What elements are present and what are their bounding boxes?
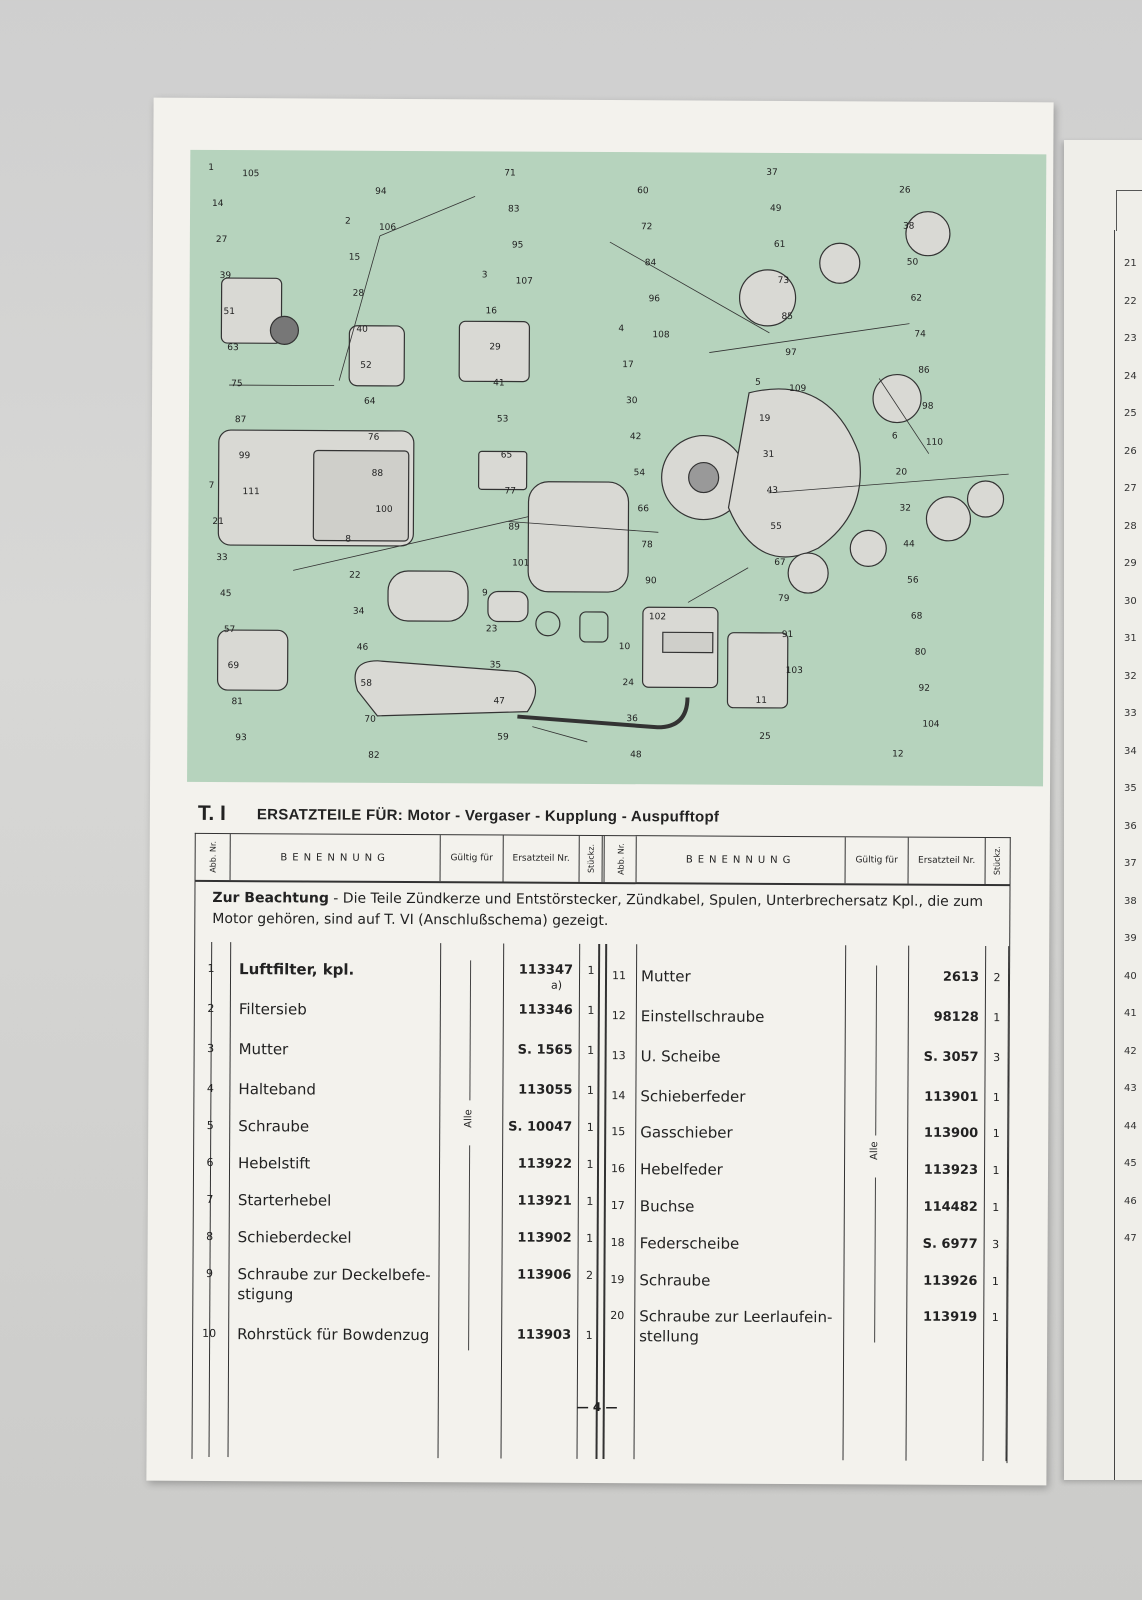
row-benennung: Halteband [238,1080,316,1099]
callout-57: 57 [223,625,236,636]
callout-30: 30 [626,396,638,407]
callout-40: 40 [356,324,368,335]
row-stueckzahl: 1 [586,1083,594,1097]
row-ersatzteil-nr: S. 1565 [517,1042,573,1058]
header-ersatzteil-left: Ersatzteil Nr. [504,835,580,881]
section-title: ERSATZTEILE FÜR: Motor - Vergaser - Kupplung - Auspufftopf [256,806,720,826]
callout-61: 61 [773,239,786,250]
callout-90: 90 [645,576,657,587]
callout-82: 82 [368,750,380,761]
row-ersatzteil-nr: S. 3057 [923,1049,979,1065]
row-benennung: Federscheibe [639,1234,740,1253]
exploded-parts-diagram [187,150,1046,786]
row-abb-nr: 5 [206,1118,214,1132]
row-stueckzahl: 1 [585,1328,593,1342]
callout-107: 107 [515,276,533,287]
callout-108: 108 [652,330,670,341]
next-page-abb-nr: 33 [1124,708,1137,719]
next-page-abb-nr: 44 [1124,1120,1137,1132]
callout-39: 39 [219,271,232,282]
next-page-edge [1064,140,1142,1480]
callout-41: 41 [493,378,505,389]
callout-44: 44 [903,539,915,550]
next-page-abb-nr: 30 [1124,595,1137,607]
callout-24: 24 [622,678,635,689]
callout-64: 64 [364,396,376,407]
crankshaft [388,571,468,621]
next-page-abb-nr: 35 [1124,783,1137,794]
row-abb-nr: 11 [612,969,627,983]
row-benennung: Gasschieber [640,1123,733,1142]
row-ersatzteil-nr: 113900 [923,1125,979,1141]
next-page-abb-nr: 41 [1124,1008,1137,1019]
col-line [228,942,232,1457]
callout-27: 27 [215,234,228,246]
callout-68: 68 [910,611,923,622]
callout-15: 15 [348,252,361,263]
callout-8: 8 [345,534,352,545]
callout-88: 88 [371,468,384,479]
row-ersatzteil-nr: 2613 [942,969,980,985]
next-page-abb-nr: 22 [1124,295,1137,307]
row-stueckzahl: 1 [992,1127,1000,1141]
row-stueckzahl: 1 [586,1194,594,1208]
callout-77: 77 [504,486,517,497]
row-benennung: Schraube zur Leerlaufein- stellung [639,1307,833,1346]
validity-arrow-bottom-left [468,1145,470,1350]
row-abb-nr: 7 [206,1192,214,1206]
callout-95: 95 [511,240,524,251]
row-stueckzahl: 1 [992,1201,1000,1215]
callout-32: 32 [899,503,911,514]
validity-arrow-top-left [469,960,471,1100]
next-page-abb-nr: 28 [1124,520,1137,532]
callout-60: 60 [637,186,649,197]
callout-83: 83 [508,204,520,215]
col-line [843,945,847,1460]
row-stueckzahl: 2 [993,971,1001,985]
header-stueck-right: Stückz. [992,846,1002,876]
row-benennung: Rohrstück für Bowdenzug [237,1325,430,1345]
attention-note [212,888,1002,934]
row-ersatzteil-nr: 113923 [923,1162,979,1178]
row-footnote: a) [550,978,563,992]
callout-78: 78 [641,540,653,551]
callout-86: 86 [918,365,930,376]
row-ersatzteil-nr: 113919 [922,1309,978,1325]
callout-9: 9 [482,588,488,599]
next-page-header [1116,190,1142,231]
row-benennung: Mutter [238,1040,289,1059]
row-abb-nr: 6 [206,1155,214,1169]
callout-59: 59 [497,732,509,743]
callout-25: 25 [759,731,771,742]
callout-7: 7 [208,480,215,491]
piston [488,591,528,621]
row-abb-nr: 14 [611,1089,626,1103]
callout-97: 97 [785,347,797,359]
header-gueltig-left: Gültig für [441,835,504,881]
row-stueckzahl: 1 [587,1003,595,1017]
row-abb-nr: 10 [202,1326,217,1340]
callout-48: 48 [630,750,642,761]
next-page-abb-nr: 45 [1124,1158,1137,1169]
crankcase-half [528,482,629,593]
next-page-abb-nr: 34 [1124,745,1137,757]
row-benennung: U. Scheibe [640,1047,721,1066]
section-label: T. I [197,801,226,826]
callout-22: 22 [349,570,361,581]
callout-81: 81 [231,697,243,708]
exhaust-muffler [355,661,536,717]
clutch-hub [926,497,970,541]
callout-106: 106 [378,222,397,233]
row-ersatzteil-nr: 113055 [518,1082,573,1098]
row-benennung: Schraube zur Deckelbefe- stigung [237,1265,431,1304]
callout-50: 50 [906,257,919,268]
callout-5: 5 [755,377,761,388]
row-abb-nr: 8 [206,1229,214,1243]
callout-102: 102 [648,612,667,623]
next-page-column-line [1114,230,1115,1480]
row-ersatzteil-nr: 98128 [933,1009,979,1025]
row-ersatzteil-nr: 113906 [517,1267,572,1283]
next-page-abb-nr: 26 [1124,445,1137,457]
row-ersatzteil-nr: 113921 [517,1193,572,1209]
gasket [580,612,608,642]
callout-29: 29 [489,342,501,353]
note-text: - Die Teile Zündkerze und Entstörstecker, Zündkabel, Spulen, Unterbrechersatz Kpl., die zum Motor gehören, sind auf T. VI (Anschlußschema) gezeigt. [212,890,984,930]
filter-screen [270,316,298,344]
col-line [634,944,638,1459]
callout-3: 3 [481,270,488,281]
row-benennung: Filtersieb [238,1000,307,1019]
row-stueckzahl: 1 [992,1091,1000,1105]
row-abb-nr: 16 [610,1162,626,1176]
callout-43: 43 [766,485,779,496]
row-benennung: Luftfilter, kpl. [239,960,355,979]
clutch-plate [820,243,860,283]
row-benennung: Buchse [639,1197,695,1216]
callout-63: 63 [227,343,239,354]
col-line [501,943,505,1458]
row-stueckzahl: 1 [991,1311,999,1325]
callout-28: 28 [352,288,365,299]
callout-49: 49 [770,203,782,214]
callout-54: 54 [633,468,646,479]
callout-100: 100 [375,504,393,515]
callout-31: 31 [762,449,775,460]
pulley [788,553,828,593]
callout-53: 53 [496,414,509,425]
callout-80: 80 [914,647,927,658]
validity-arrow-bottom-right [874,1177,876,1342]
validity-arrow-top-right [875,965,877,1135]
callout-111: 111 [242,487,260,498]
row-abb-nr: 15 [611,1125,626,1139]
clutch-cover [906,212,950,256]
next-page-abb-nr: 42 [1124,1045,1137,1057]
catalog-page [146,98,1053,1486]
callout-110: 110 [925,437,944,448]
callout-2: 2 [344,216,351,227]
callout-6: 6 [891,431,898,442]
callout-91: 91 [781,629,794,641]
callout-79: 79 [777,593,790,604]
row-benennung: Schieberfeder [640,1087,746,1106]
callout-10: 10 [618,642,631,653]
row-abb-nr: 9 [205,1266,214,1280]
cylinder-fins [313,450,408,540]
callout-26: 26 [899,185,911,196]
row-stueckzahl: 3 [992,1238,1000,1252]
next-page-abb-nr: 39 [1124,933,1137,944]
next-page-abb-nr: 36 [1124,820,1137,832]
callout-109: 109 [789,383,807,395]
col-line [438,943,442,1458]
next-page-abb-nr: 38 [1124,895,1137,907]
row-benennung: Einstellschraube [640,1007,765,1026]
row-stueckzahl: 3 [993,1051,1001,1065]
callout-38: 38 [902,221,915,232]
row-ersatzteil-nr: 113903 [516,1327,572,1343]
validity-alle-left: Alle [463,1105,474,1132]
row-stueckzahl: 1 [991,1275,999,1289]
callout-67: 67 [774,557,786,568]
header-benennung-left: BENENNUNG [231,834,441,881]
callout-104: 104 [922,719,940,730]
row-stueckzahl: 1 [587,1043,595,1057]
next-page-abb-nr: 32 [1124,670,1137,682]
callout-89: 89 [508,522,520,533]
next-page-abb-nr: 37 [1124,858,1137,869]
row-abb-nr: 3 [207,1041,215,1055]
row-abb-nr: 12 [611,1009,626,1023]
clutch-assembly [873,374,921,422]
callout-105: 105 [242,169,260,180]
row-abb-nr: 2 [207,1001,215,1015]
row-ersatzteil-nr: S. 6977 [922,1236,978,1252]
row-stueckzahl: 1 [586,1120,594,1134]
row-ersatzteil-nr: 113347 [518,962,574,978]
row-abb-nr: 4 [206,1081,214,1095]
callout-19: 19 [758,413,771,424]
row-ersatzteil-nr: 113926 [923,1273,978,1289]
next-page-abb-nr: 27 [1124,483,1137,494]
callout-96: 96 [648,294,661,305]
callout-23: 23 [485,624,498,635]
exhaust-pipe [517,697,687,728]
callout-21: 21 [212,516,224,528]
next-page-abb-nr: 46 [1124,1195,1137,1207]
callout-72: 72 [640,222,653,233]
callout-56: 56 [907,575,919,586]
callout-103: 103 [785,665,803,677]
callout-87: 87 [234,415,247,426]
row-benennung: Mutter [640,967,691,986]
callout-11: 11 [755,695,767,706]
callout-62: 62 [910,293,923,304]
callout-58: 58 [360,678,373,689]
row-abb-nr: 20 [610,1309,625,1323]
callout-14: 14 [212,198,224,210]
callout-1: 1 [208,162,215,173]
callout-33: 33 [216,552,228,564]
row-ersatzteil-nr: 113922 [517,1156,573,1172]
row-stueckzahl: 1 [586,1157,594,1171]
callout-73: 73 [777,275,790,286]
next-page-abb-nr: 29 [1124,558,1137,569]
callout-84: 84 [644,258,657,269]
row-benennung: Schieberdeckel [237,1228,352,1247]
callout-12: 12 [892,749,904,760]
callout-17: 17 [622,360,634,371]
callout-85: 85 [781,311,793,323]
callout-92: 92 [918,683,931,694]
row-ersatzteil-nr: 113901 [924,1089,979,1105]
next-page-abb-nr: 43 [1124,1083,1137,1094]
page-number: — 4 — [576,1399,618,1415]
header-abb-nr-left: Abb. Nr. [196,834,231,880]
row-abb-nr: 17 [610,1199,625,1213]
table-header [196,834,1010,886]
row-ersatzteil-nr: 113902 [517,1230,572,1246]
row-ersatzteil-nr: S. 10047 [508,1119,573,1135]
header-benennung-right: BENENNUNG [637,836,846,883]
row-abb-nr: 13 [611,1049,626,1063]
callout-70: 70 [364,714,376,725]
callout-94: 94 [375,186,387,197]
row-ersatzteil-nr: 114482 [923,1199,978,1215]
row-ersatzteil-nr: 113346 [518,1002,573,1018]
heat-shield [663,632,713,652]
callout-52: 52 [360,360,372,371]
row-stueckzahl: 1 [587,963,595,977]
col-line [906,946,910,1461]
parts-table [192,833,1011,1463]
next-page-abb-nr: 47 [1124,1233,1137,1244]
header-stueck-left: Stückz. [580,836,605,882]
callout-65: 65 [500,450,513,461]
header-abb-nr-right: Abb. Nr. [606,836,637,882]
pressure-plate [967,481,1003,517]
callout-20: 20 [895,467,908,478]
callout-75: 75 [231,379,243,390]
header-ersatzteil-right: Ersatzteil Nr. [909,838,986,884]
callout-66: 66 [637,504,649,515]
callout-42: 42 [629,432,642,443]
row-abb-nr: 18 [610,1236,625,1250]
callout-93: 93 [235,733,247,744]
callout-16: 16 [485,306,497,317]
row-benennung: Hebelfeder [639,1160,723,1179]
callout-69: 69 [227,661,240,672]
row-abb-nr: 1 [207,961,215,975]
row-stueckzahl: 1 [586,1231,594,1245]
callout-98: 98 [921,401,934,412]
callout-35: 35 [489,660,502,671]
fan-cover [728,389,861,558]
next-page-abb-nr: 21 [1124,258,1137,269]
row-stueckzahl: 1 [992,1164,1000,1178]
callout-74: 74 [914,329,926,340]
callout-55: 55 [770,521,782,532]
next-page-abb-nr: 31 [1124,633,1137,644]
header-gueltig-right: Gültig für [846,837,909,883]
next-page-abb-nr: 24 [1124,370,1137,382]
callout-34: 34 [352,606,365,617]
callout-71: 71 [504,168,516,179]
validity-alle-right: Alle [869,1137,880,1164]
row-stueckzahl: 2 [585,1268,593,1282]
callout-76: 76 [367,432,380,443]
callout-45: 45 [220,589,232,600]
row-benennung: Hebelstift [238,1154,311,1173]
callout-101: 101 [512,558,530,569]
row-benennung: Starterhebel [237,1191,332,1210]
next-page-abb-nr: 23 [1124,333,1137,344]
callout-36: 36 [626,714,638,725]
callout-4: 4 [618,324,625,335]
callout-37: 37 [766,167,778,178]
row-benennung: Schraube [238,1117,310,1136]
callout-47: 47 [493,696,505,707]
drive-plate [850,530,886,566]
callout-99: 99 [238,451,251,462]
callout-51: 51 [223,307,235,318]
row-abb-nr: 19 [610,1273,625,1287]
next-page-abb-nr: 40 [1124,970,1137,982]
callout-46: 46 [356,642,369,653]
row-benennung: Schraube [639,1271,711,1290]
exploded-view-drawing [187,150,1046,786]
next-page-abb-nr: 25 [1124,408,1137,419]
row-stueckzahl: 1 [993,1011,1001,1025]
note-lead: Zur Beachtung [212,889,329,907]
